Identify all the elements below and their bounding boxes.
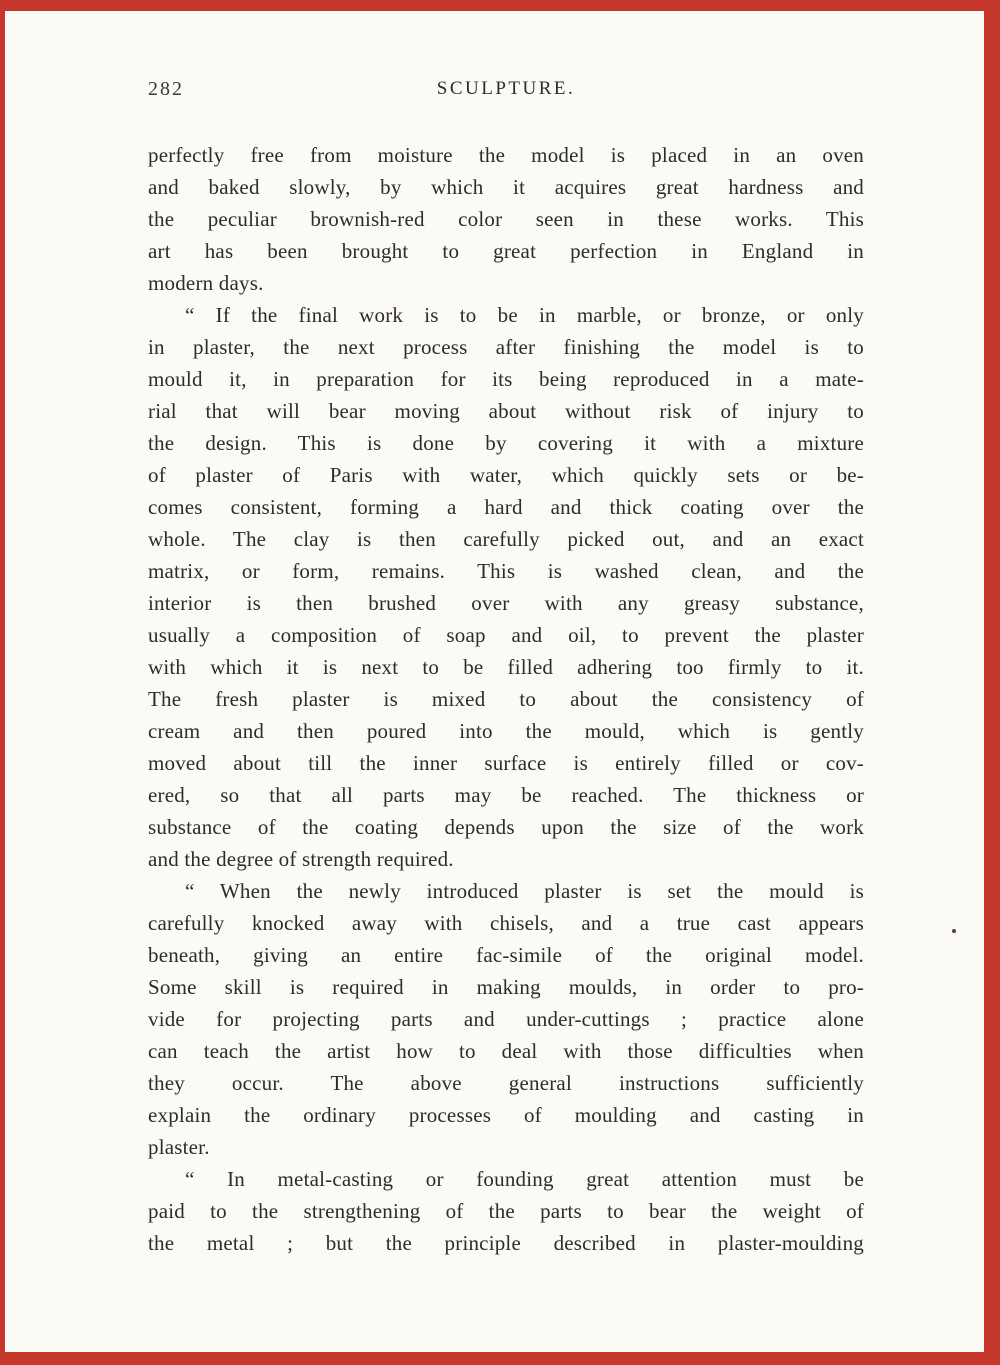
paragraph — [148, 875, 864, 1163]
ink-speck — [952, 929, 956, 933]
text-line: “ In metal-casting or founding great attention must be — [185, 1167, 864, 1191]
page-content — [148, 76, 864, 1259]
text-line: Some skill is required in making moulds, in order to pro- — [148, 975, 864, 999]
scan-edge-top — [0, 0, 1000, 11]
text-line: perfectly free from moisture the model is placed in an oven — [148, 143, 864, 167]
text-line: moved about till the inner surface is entirely filled or cov- — [148, 751, 864, 775]
text-line: art has been brought to great perfection in England in — [148, 239, 864, 263]
page-body — [148, 139, 864, 1259]
text-line: the peculiar brownish-red color seen in these works. This — [148, 207, 864, 231]
scan-edge-bottom — [0, 1352, 1000, 1365]
text-line: carefully knocked away with chisels, and a true cast appears — [148, 911, 864, 935]
text-line: The fresh plaster is mixed to about the consistency of — [148, 687, 864, 711]
text-line: matrix, or form, remains. This is washed clean, and the — [148, 559, 864, 583]
text-line: ered, so that all parts may be reached. The thickness or — [148, 783, 864, 807]
text-line: and the degree of strength required. — [148, 847, 454, 871]
text-line: comes consistent, forming a hard and thick coating over the — [148, 495, 864, 519]
text-line: explain the ordinary processes of moulding and casting in — [148, 1103, 864, 1127]
text-line: mould it, in preparation for its being reproduced in a mate- — [148, 367, 864, 391]
text-line: can teach the artist how to deal with those difficulties when — [148, 1039, 864, 1063]
text-line: beneath, giving an entire fac-simile of the original model. — [148, 943, 864, 967]
text-line: rial that will bear moving about without risk of injury to — [148, 399, 864, 423]
paragraph — [148, 299, 864, 875]
text-line: cream and then poured into the mould, which is gently — [148, 719, 864, 743]
text-line: in plaster, the next process after finishing the model is to — [148, 335, 864, 359]
text-line: vide for projecting parts and under-cuttings ; practice alone — [148, 1007, 864, 1031]
text-line: of plaster of Paris with water, which quickly sets or be- — [148, 463, 864, 487]
text-line: interior is then brushed over with any greasy substance, — [148, 591, 864, 615]
text-line: plaster. — [148, 1135, 210, 1159]
paragraph — [148, 1163, 864, 1259]
text-line: the design. This is done by covering it with a mixture — [148, 431, 864, 455]
paragraph — [148, 139, 864, 299]
text-line: substance of the coating depends upon the size of the work — [148, 815, 864, 839]
scan-edge-left — [0, 0, 5, 1365]
text-line: they occur. The above general instructions sufficiently — [148, 1071, 864, 1095]
text-line: “ When the newly introduced plaster is set the mould is — [185, 879, 864, 903]
page-header — [148, 76, 864, 108]
text-line: whole. The clay is then carefully picked out, and an exact — [148, 527, 864, 551]
running-header: SCULPTURE. — [436, 78, 576, 99]
text-line: with which it is next to be filled adhering too firmly to it. — [148, 655, 864, 679]
text-line: usually a composition of soap and oil, to prevent the plaster — [148, 623, 864, 647]
text-line: “ If the final work is to be in marble, or bronze, or only — [185, 303, 864, 327]
text-line: paid to the strengthening of the parts to bear the weight of — [148, 1199, 864, 1223]
page-number: 282 — [148, 78, 184, 100]
text-line: modern days. — [148, 271, 264, 295]
text-line: and baked slowly, by which it acquires great hardness and — [148, 175, 864, 199]
text-line: the metal ; but the principle described in plaster-moulding — [148, 1231, 864, 1255]
scan-edge-right — [984, 0, 1000, 1365]
